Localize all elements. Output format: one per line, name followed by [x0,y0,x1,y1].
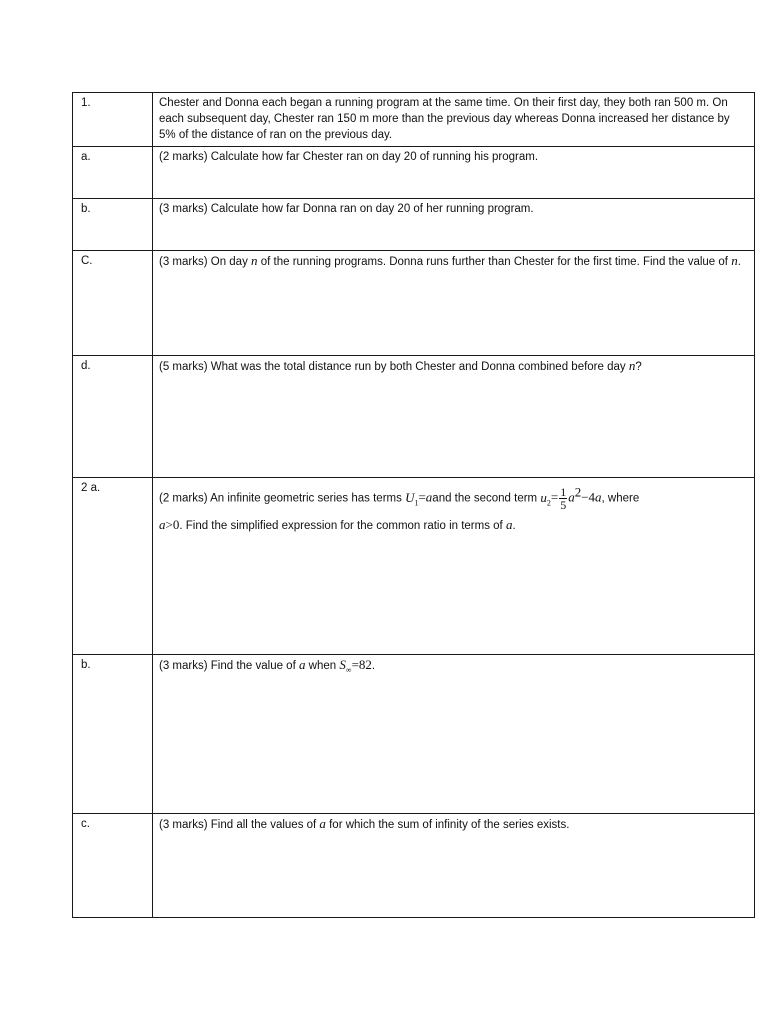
fraction-one-fifth: $\frac{1}{5}$ [560,485,567,512]
question-text [153,478,755,655]
question-number: c. [73,814,153,918]
table-row-q1c [73,251,755,356]
table-row-q2b [73,655,755,814]
table-row-q1b [73,199,755,251]
question-line: a>0. Find the simplified expression for the common ratio in terms of a. [159,517,516,532]
question-text: (3 marks) Calculate how far Donna ran on day 20 of her running program. [153,199,755,251]
question-number: 2 a. [73,478,153,655]
question-text: (3 marks) On day n of the running programs. Donna runs further than Chester for the first time. Find the value of n. [153,251,755,356]
question-text: (2 marks) Calculate how far Chester ran on day 20 of running his program. [153,147,755,199]
worksheet-table [72,92,755,918]
question-number: C. [73,251,153,356]
table-row-q2c [73,814,755,918]
table-row-q1d [73,356,755,478]
table-row-q1a [73,147,755,199]
question-text: (3 marks) Find the value of a when $S_\infty=82$. [153,655,755,814]
question-number: 1. [73,93,153,147]
question-number: b. [73,199,153,251]
question-number: d. [73,356,153,478]
table-row-q1 [73,93,755,147]
question-text: (3 marks) Find all the values of a for which the sum of infinity of the series exists. [153,814,755,918]
question-line: (2 marks) An infinite geometric series has terms $U_1=aand$ the second term $u_2=$ $\frac{1}{5}$ $a^2-4a$, where [159,484,640,512]
table-row-q2a [73,478,755,655]
question-text: (5 marks) What was the total distance run by both Chester and Donna combined before day n? [153,356,755,478]
variable-n: n [251,253,258,268]
u1-symbol: $U_1$ [405,489,419,508]
question-number: a. [73,147,153,199]
variable-n: n [628,358,636,373]
question-text: Chester and Donna each began a running program at the same time. On their first day, they both ran 500 m. On each subsequent day, Chester ran 150 m more than the previous day whereas Donna increased her distance by 5% of the distance of ran on the previous day. [153,93,755,147]
question-number: b. [73,655,153,814]
u2-symbol: $u_2$ [540,489,551,508]
s-infinity-symbol: $S_\infty$ [339,657,352,675]
variable-n: n [731,253,738,268]
